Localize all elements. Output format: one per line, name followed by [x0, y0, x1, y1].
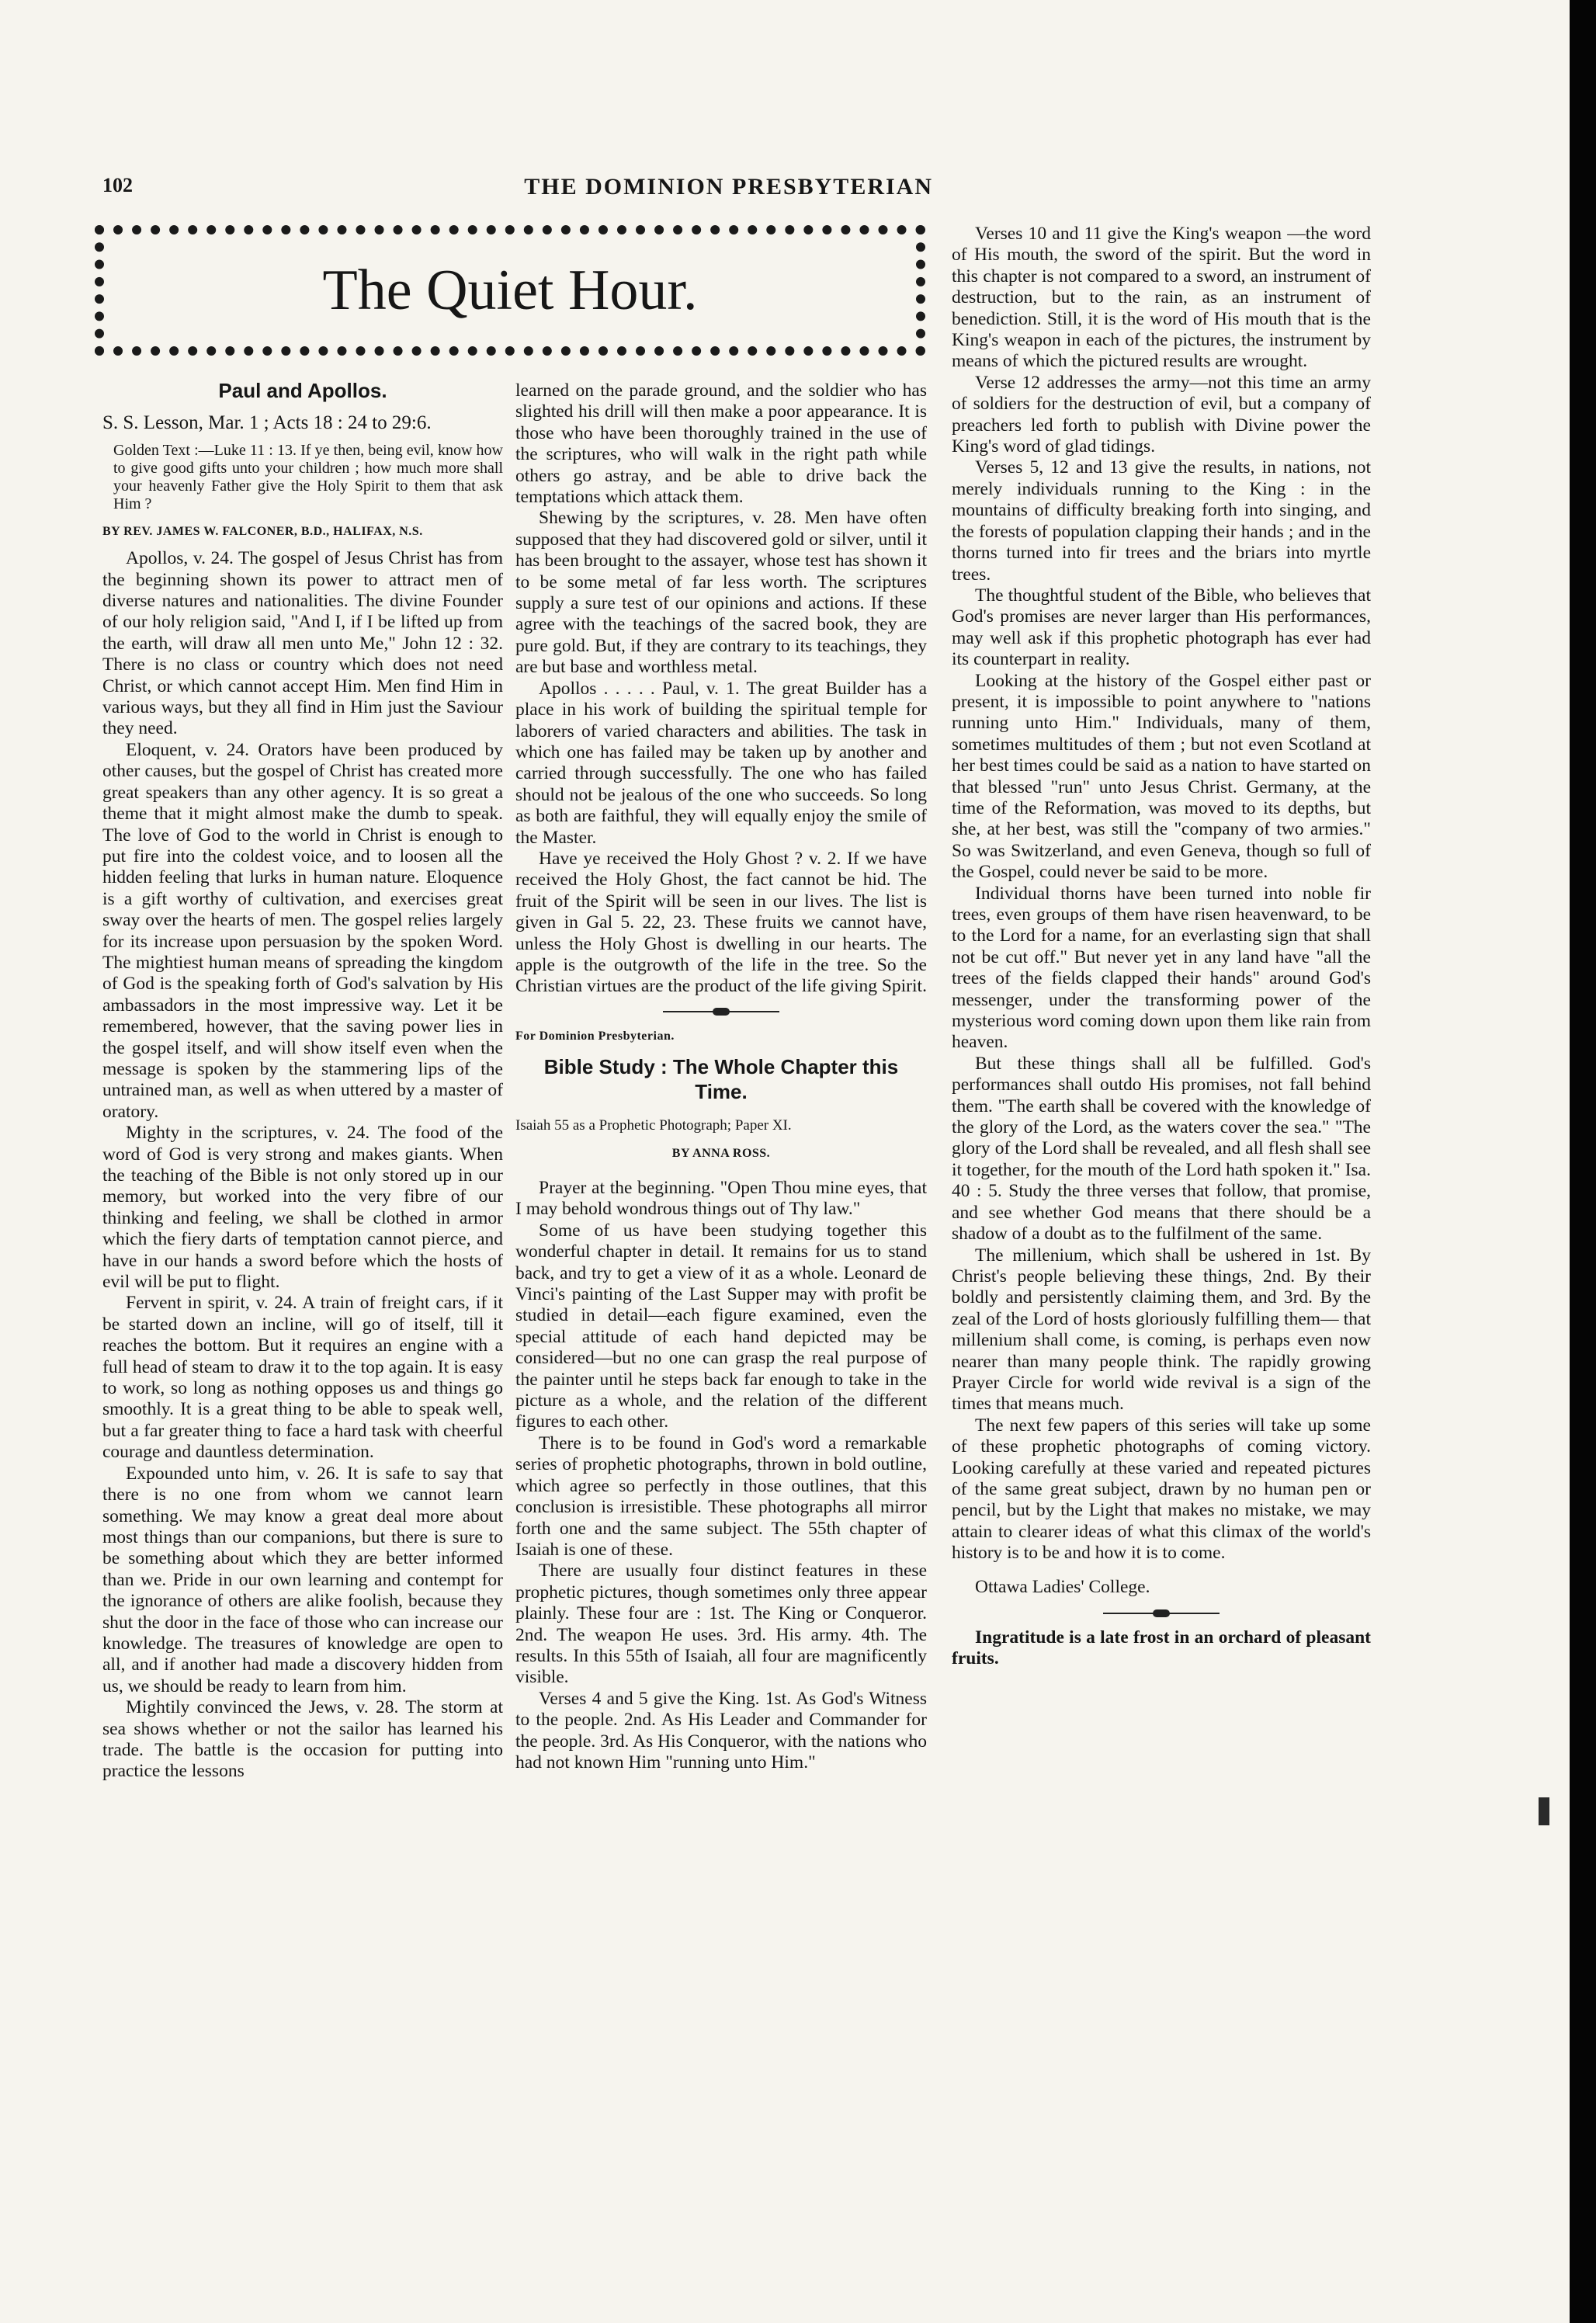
article-paragraph: Shewing by the scriptures, v. 28. Men have often supposed that they had discovered gold or silver, until it has been brought to the assayer, whose test has shown it to be some metal of far less worth. The scriptures supply a sure test of our opinions and actions. If these agree with the teachings of the sacred book, they are pure gold. But, if they are contrary to its teachings, they are but base and worthless metal. [515, 508, 927, 678]
article-paragraph: The millenium, which shall be ushered in 1st. By Christ's people believing these things, 2nd. By their boldly and persistently claiming them, and 3rd. By the zeal of the Lord of hosts gloriously fulfilling them— that millenium shall come, is coming, is perhaps even now nearer than many people think. The rapidly growing Prayer Circle for world wide revival is a sign of the times that means much. [952, 1245, 1371, 1415]
lesson-reference: S. S. Lesson, Mar. 1 ; Acts 18 : 24 to 29:6. [102, 412, 432, 434]
article-paragraph: Apollos, v. 24. The gospel of Jesus Christ has from the beginning shown its power to attract men of diverse natures and nationalities. The divine Founder of our holy religion said, "And I, if I be lifted up from the earth, will draw all men unto Me," John 12 : 32. There is no class or country which does not need Christ, or which cannot accept Him. Men find Him in various ways, but they all find in Him just the Saviour they need. [102, 548, 503, 739]
scan-mark [1539, 1797, 1549, 1825]
article-paragraph: Expounded unto him, v. 26. It is safe to say that there is no one from whom we cannot learn something. We may know a great deal more about most things than our companions, but there is sure to be something about which they are better informed than we. Pride in our own learning and contempt for the ignorance of others are alike foolish, because they shut the door in the face of those who can increase our knowledge. The treasures of knowledge are open to all, and if another had made a discovery hidden from us, we should be ready to learn from him. [102, 1463, 503, 1696]
article-paragraph: learned on the parade ground, and the soldier who has slighted his drill will then make a poor appearance. It is those who have been thoroughly trained in the use of the scriptures, who will walk in the right path while others go astray, and be able to drive back the temptations which attack them. [515, 380, 927, 508]
section-title: The Quiet Hour. [322, 259, 698, 322]
article-title: Paul and Apollos. [218, 379, 387, 402]
article-paragraph: The thoughtful student of the Bible, who believes that God's promises are never larger than His performances, may well ask if this prophetic photograph has ever had its counterpart in reality. [952, 585, 1371, 670]
article-paragraph: Verses 5, 12 and 13 give the results, in nations, not merely individuals running to the King : in the mountains of difficulty breaking forth into singing, and the forests of population clapping their hands ; and in the thorns turned into fir trees and the briars into myrtle trees. [952, 457, 1371, 585]
bible-study-heading: Bible Study : The Whole Chapter this Time. [543, 1055, 899, 1104]
column-2 [515, 380, 927, 1773]
section-divider [1103, 1609, 1220, 1618]
article-paragraph: The next few papers of this series will take up some of these prophetic photographs of coming victory. Looking carefully at these varied and repeated pictures of the same great subject, drawn by no human pen or pencil, but by the Light that makes no mistake, we may attain to clearer ideas of what this climax of the world's history is to be and how it is to come. [952, 1415, 1371, 1564]
column-1 [102, 380, 503, 1783]
section-title-box [95, 225, 925, 356]
article-paragraph: Verses 10 and 11 give the King's weapon —the word of His mouth, the sword of the spirit. But the word in this chapter is not compared to a sword, an instrument of destruction, but to the rain, as an instrument of benediction. Still, it is the word of His mouth that is the King's weapon in each of the pictures, the instrument by means of which the pictured results are wrought. [952, 224, 1371, 372]
article-paragraph: Mightily convinced the Jews, v. 28. The storm at sea shows whether or not the sailor has learned his trade. The battle is the occasion for putting into practice the lessons [102, 1697, 503, 1782]
section-divider [663, 1007, 779, 1016]
article-paragraph: Verses 4 and 5 give the King. 1st. As God's Witness to the people. 2nd. As His Leader and Commander for the people. 3rd. As His Conqueror, with the nations who had not known Him "running unto Him." [515, 1688, 927, 1773]
article-paragraph: Eloquent, v. 24. Orators have been produced by other causes, but the gospel of Christ has created more great speakers than any other agency. It is so great a theme that it might almost make the dumb to speak. The love of God to the world in Christ is enough to put fire into the coldest voice, and to loosen all the hidden feeling that lurks in human nature. Eloquence is a gift worthy of cultivation, and exercises great sway over the hearts of men. The gospel relies largely for its increase upon persuasion by the spoken Word. The mightiest human means of spreading the kingdom of God is the speaking forth of God's salvation by His ambassadors in the most impressive way. Let it be remembered, however, that the saving power lies in the gospel itself, and will show itself even when the message is spoken by the stammering lips of the untrained man, as well as when uttered by a master of oratory. [102, 739, 503, 1122]
article-paragraph: Verse 12 addresses the army—not this time an army of soldiers for the destruction of evil, but a company of preachers led forth to publish with Divine power the King's word of glad tidings. [952, 372, 1371, 457]
author-affiliation: Ottawa Ladies' College. [975, 1576, 1150, 1597]
golden-text: Golden Text :—Luke 11 : 13. If ye then, being evil, know how to give good gifts unto your children ; how much more shall your heavenly Father give the Holy Spirit to them that ask Him ? [113, 441, 503, 512]
article-paragraph: Some of us have been studying together this wonderful chapter in detail. It remains for us to stand back, and try to get a view of it as a whole. Leonard de Vinci's painting of the Last Supper may with profit be studied in detail—each figure examined, even the special attitude of each hand depicted may be considered—but no one can grasp the real purpose of the painter until he steps back far enough to take in the picture as a whole, and the relation of the different figures to each other. [515, 1220, 927, 1432]
bible-study-subheading: Isaiah 55 as a Prophetic Photograph; Paper XI. [515, 1117, 792, 1134]
article-paragraph: Have ye received the Holy Ghost ? v. 2. If we have received the Holy Ghost, the fact cannot be hid. The fruit of the Spirit will be seen in our lives. The list is given in Gal 5. 22, 23. These fruits we cannot have, unless the Holy Ghost is dwelling in our hearts. The apple is the outgrowth of the life in the tree. So the Christian virtues are the product of the life giving Spirit. [515, 848, 927, 997]
for-line: For Dominion Presbyterian. [515, 1029, 675, 1043]
column-3 [952, 224, 1371, 1670]
article-paragraph: There is to be found in God's word a remarkable series of prophetic photographs, thrown in bold outline, which agree so perfectly in those outlines, that this conclusion is irresistible. These photographs all mirror forth one and the same subject. The 55th chapter of Isaiah is one of these. [515, 1432, 927, 1560]
bible-study-byline: BY ANNA ROSS. [671, 1146, 771, 1160]
article-paragraph: Looking at the history of the Gospel either past or present, it is impossible to point anywhere to "nations running unto Him." Individuals, many of them, sometimes multitudes of them ; but not even Scotland at her best times could be said as a nation to have started on that blessed "run" unto Jesus Christ. Germany, at the time of the Reformation, was moved to its depths, but she, at her best, was still the "company of two armies." So was Switzerland, and even Geneva, though so full of the Gospel, could never be said to be more. [952, 670, 1371, 883]
scan-edge-shadow [1570, 0, 1596, 2323]
page-number: 102 [102, 174, 133, 196]
article-paragraph: Apollos . . . . . Paul, v. 1. The great Builder has a place in his work of building the spiritual temple for laborers of varied characters and abilities. The task in which one has failed may be taken up by another and carried through successfully. The one who has failed should not be jealous of the one who succeeds. So long as both are faithful, they will equally enjoy the smile of the Master. [515, 678, 927, 848]
article-byline: BY REV. JAMES W. FALCONER, B.D., HALIFAX, N.S. [102, 524, 423, 538]
article-paragraph: Prayer at the beginning. "Open Thou mine eyes, that I may behold wondrous things out of Thy law." [515, 1178, 927, 1220]
article-paragraph: But these things shall all be fulfilled. God's performances shall outdo His promises, not fall behind them. "The earth shall be covered with the knowledge of the glory of the Lord, as the waters cover the sea." "The glory of the Lord shall be revealed, and all flesh shall see it together, for the mouth of the Lord hath spoken it." Isa. 40 : 5. Study the three verses that follow, that promise, and see whether God means that there should be a shadow of a doubt as to the fulfilment of the same. [952, 1053, 1371, 1245]
article-paragraph: There are usually four distinct features in these prophetic pictures, though sometimes only three appear plainly. These four are : 1st. The King or Conqueror. 2nd. The weapon He uses. 3rd. His army. 4th. The results. In this 55th of Isaiah, all four are magnificently visible. [515, 1561, 927, 1688]
article-paragraph: Mighty in the scriptures, v. 24. The food of the word of God is very strong and makes giants. When the teaching of the Bible is not only stored up in our memory, but worked into the very fibre of our thinking and feeling, we shall be clothed in armor which the fiery darts of temptation cannot pierce, and have in our hands a sword before which the hosts of evil will be put to flight. [102, 1123, 503, 1293]
article-paragraph: Fervent in spirit, v. 24. A train of freight cars, if it be started down an incline, will go of itself, till it reaches the bottom. But it requires an engine with a full head of steam to draw it to the top again. It is easy to work, so long as nothing opposes us and things go smoothly. It is a great thing to be able to speak well, but a far greater thing to face a hard task with cheerful courage and dauntless determination. [102, 1293, 503, 1463]
closing-maxim: Ingratitude is a late frost in an orchard of pleasant fruits. [952, 1627, 1371, 1669]
running-header [102, 174, 933, 205]
publication-title: THE DOMINION PRESBYTERIAN [524, 174, 933, 200]
article-paragraph: Individual thorns have been turned into noble fir trees, even groups of them have risen heavenward, to be to the Lord for a name, for an everlasting sign that shall not be cut off." But never yet in any land have "all the trees of the fields clapped their hands" around God's messenger, under the transforming power of the mysterious word coming down upon them like rain from heaven. [952, 883, 1371, 1053]
